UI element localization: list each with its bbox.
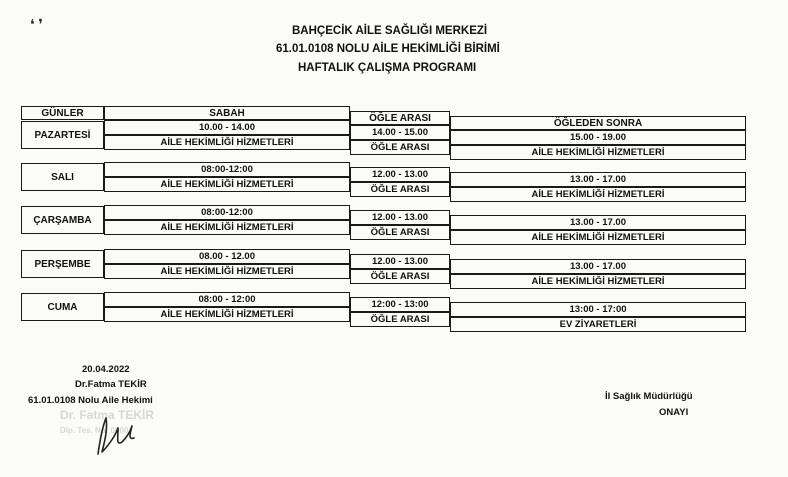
unit-name: 61.01.0108 NOLU AİLE HEKİMLİĞİ BİRİMİ (276, 43, 500, 55)
morning-time: 08:00 - 12:00 (104, 292, 350, 307)
morning-activity: AİLE HEKİMLİĞİ HİZMETLERİ (104, 177, 350, 192)
header-lunch: ÖĞLE ARASI (350, 111, 450, 125)
lunch-time: 12:00 - 13:00 (350, 297, 450, 312)
afternoon-time: 13.00 - 17.00 (450, 172, 746, 187)
footer-unit: 61.01.0108 Nolu Aile Hekimi (28, 395, 153, 406)
morning-activity: AİLE HEKİMLİĞİ HİZMETLERİ (104, 307, 350, 322)
lunch-activity: ÖĞLE ARASI (350, 225, 450, 240)
day-name: SALI (21, 163, 104, 191)
footer-date: 20.04.2022 (82, 364, 130, 375)
footer-doctor: Dr.Fatma TEKİR (75, 379, 147, 390)
lunch-time: 12.00 - 13.00 (350, 167, 450, 182)
lunch-activity: ÖĞLE ARASI (350, 269, 450, 284)
afternoon-time: 13:00 - 17:00 (450, 302, 746, 317)
morning-time: 08:00-12:00 (104, 205, 350, 220)
day-name: PERŞEMBE (21, 250, 104, 278)
lunch-activity: ÖĞLE ARASI (350, 140, 450, 155)
day-name: CUMA (21, 293, 104, 321)
afternoon-time: 13.00 - 17.00 (450, 259, 746, 274)
lunch-time: 12.00 - 13.00 (350, 210, 450, 225)
stamp-line-1: Dr. Fatma TEKİR (60, 408, 155, 422)
signature (92, 410, 140, 458)
morning-time: 08.00 - 12.00 (104, 249, 350, 264)
afternoon-time: 15.00 - 19.00 (450, 130, 746, 145)
center-name: BAHÇECİK AİLE SAĞLIĞI MERKEZİ (292, 25, 488, 37)
scan-mark: ❛ ❜ (30, 16, 43, 32)
day-name: ÇARŞAMBA (21, 206, 104, 234)
footer-directorate: İl Sağlık Müdürlüğü (605, 391, 693, 402)
afternoon-activity: AİLE HEKİMLİĞİ HİZMETLERİ (450, 187, 746, 202)
morning-activity: AİLE HEKİMLİĞİ HİZMETLERİ (104, 264, 350, 279)
lunch-activity: ÖĞLE ARASI (350, 312, 450, 327)
morning-time: 10.00 - 14.00 (104, 120, 350, 135)
morning-activity: AİLE HEKİMLİĞİ HİZMETLERİ (104, 135, 350, 150)
morning-time: 08:00-12:00 (104, 162, 350, 177)
lunch-activity: ÖĞLE ARASI (350, 182, 450, 197)
afternoon-activity: AİLE HEKİMLİĞİ HİZMETLERİ (450, 274, 746, 289)
afternoon-activity: AİLE HEKİMLİĞİ HİZMETLERİ (450, 145, 746, 160)
afternoon-time: 13.00 - 17.00 (450, 215, 746, 230)
header-days: GÜNLER (21, 106, 104, 120)
lunch-time: 12.00 - 13.00 (350, 254, 450, 269)
lunch-time: 14.00 - 15.00 (350, 125, 450, 140)
afternoon-activity: AİLE HEKİMLİĞİ HİZMETLERİ (450, 230, 746, 245)
morning-activity: AİLE HEKİMLİĞİ HİZMETLERİ (104, 220, 350, 235)
footer-approval: ONAYI (659, 407, 689, 418)
header-afternoon: ÖĞLEDEN SONRA (450, 116, 746, 130)
program-title: HAFTALIK ÇALIŞMA PROGRAMI (298, 62, 477, 74)
stamp-line-2: Dip. Tes. No: 0000 (60, 426, 129, 435)
afternoon-activity: EV ZİYARETLERİ (450, 317, 746, 332)
day-name: PAZARTESİ (21, 121, 104, 149)
header-morning: SABAH (104, 106, 350, 120)
